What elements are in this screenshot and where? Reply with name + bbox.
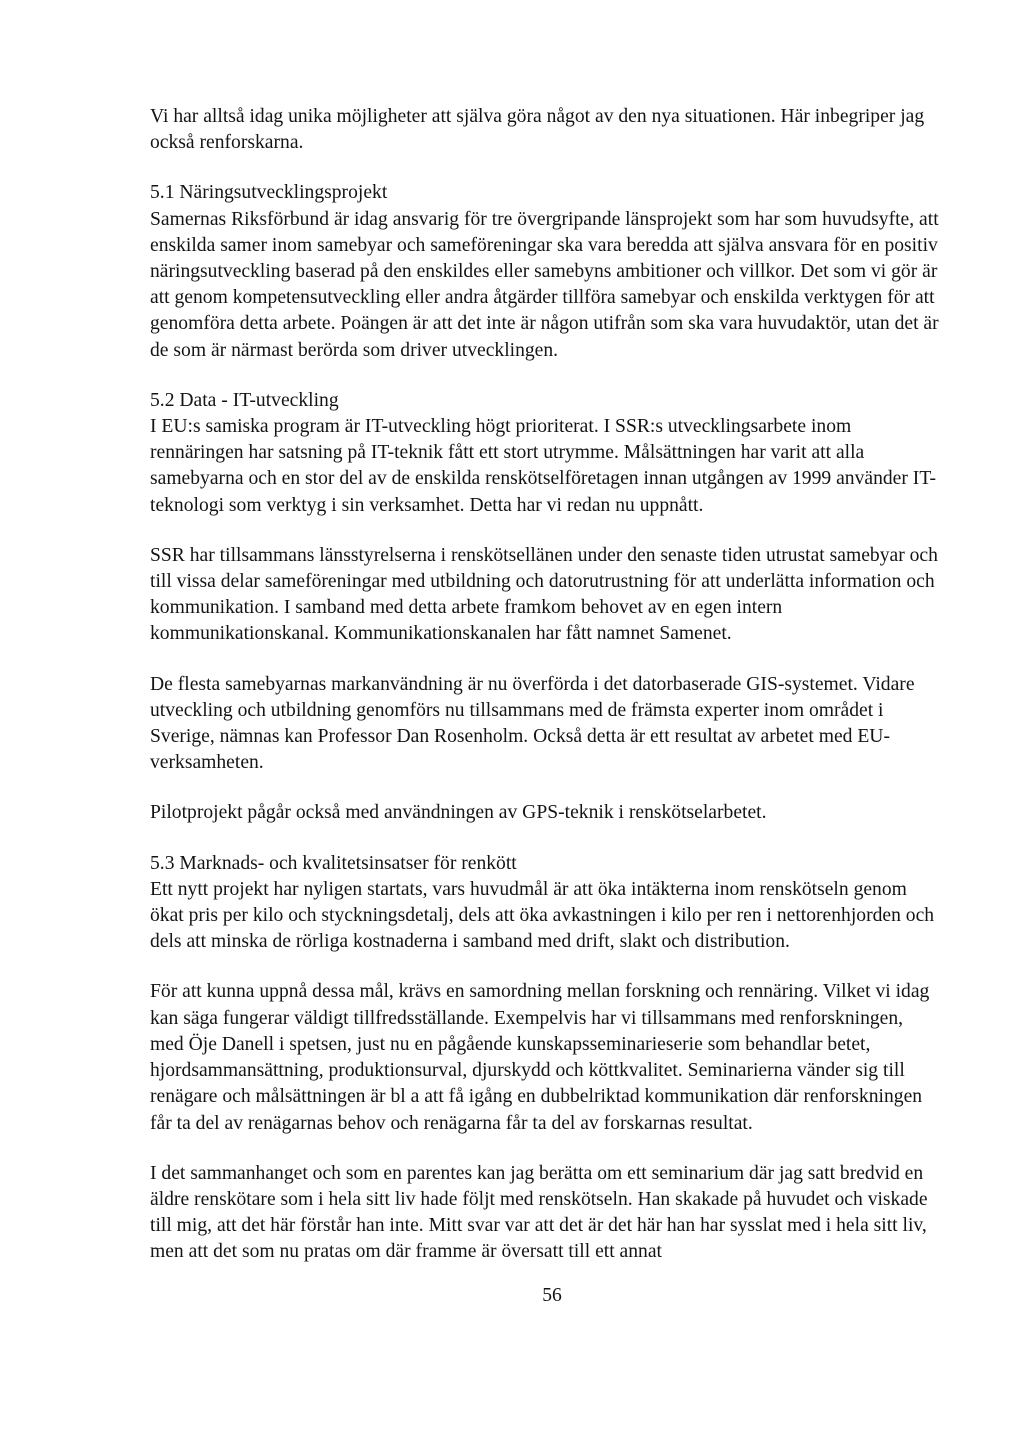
spacer (150, 827, 940, 851)
section-5-2 (150, 388, 940, 827)
section-heading: 5.3 Marknads- och kvalitetsinsatser för renkött (150, 852, 517, 874)
document-body (150, 104, 940, 1266)
section-paragraph: De flesta samebyarnas markanvändning är nu överförda i det datorbaserade GIS-systemet. Vidare utveckling och utbildning genomförs nu tillsammans med de främsta experter inom området i Sverige, nämnas kan Professor Dan Rosenholm. Också detta är ett resultat av arbetet med EU-verksamheten. (150, 673, 915, 774)
page-number: 56 (542, 1285, 562, 1306)
spacer (150, 648, 940, 672)
spacer (150, 776, 940, 800)
section-paragraph: Ett nytt projekt har nyligen startats, vars huvudmål är att öka intäkterna inom renskötseln genom ökat pris per kilo och styckningsdetalj, dels att öka avkastningen i kilo per ren i nettorenhjorden och dels att minska de rörliga kostnaderna i samband med drift, slakt och distribution. (150, 878, 935, 953)
spacer (150, 1137, 940, 1161)
section-5-3 (150, 851, 940, 1266)
section-paragraph: SSR har tillsammans länsstyrelserna i renskötsellänen under den senaste tiden utrustat samebyar och till vissa delar sameföreningar med utbildning och datorutrustning för att underlätta information och kommunikation. I samband med detta arbete framkom behovet av en egen intern kommunikationskanal. Kommunikationskanalen har fått namnet Samenet. (150, 544, 938, 645)
spacer (150, 364, 940, 388)
spacer (150, 156, 940, 180)
section-heading: 5.1 Näringsutvecklingsprojekt (150, 182, 388, 204)
section-paragraph: För att kunna uppnå dessa mål, krävs en samordning mellan forskning och rennäring. Vilket vi idag kan säga fungerar väldigt tillfredsställande. Exempelvis har vi tillsammans med renforskningen, med Öje Danell i spetsen, just nu en pågående kunskapsseminarieserie som behandlar betet, hjordsammansättning, produktionsurval, djurskydd och köttkvalitet. Seminarierna vänder sig till renägare och målsättningen är bl a att få igång en dubbelriktad kommunikation där renforskningen får ta del av renägarnas behov och renägarna får ta del av forskarnas resultat. (150, 981, 930, 1134)
section-heading: 5.2 Data - IT-utveckling (150, 389, 339, 411)
section-paragraph: I det sammanhanget och som en parentes kan jag berätta om ett seminarium där jag satt bredvid en äldre renskötare som i hela sitt liv hade följt med renskötseln. Han skakade på huvudet och viskade till mig, att det här förstår han inte. Mitt svar var att det är det här han har sysslat med i hela sitt liv, men att det som nu pratas om där framme är översatt till ett annat (150, 1162, 928, 1263)
spacer (150, 519, 940, 543)
section-5-1 (150, 180, 940, 363)
intro-paragraph: Vi har alltså idag unika möjligheter att själva göra något av den nya situationen. Här inbegriper jag också renforskarna. (150, 106, 925, 154)
section-paragraph: Samernas Riksförbund är idag ansvarig för tre övergripande länsprojekt som har som huvudsyfte, att enskilda samer inom samebyar och sameföreningar ska vara beredda att själva ansvara för en positiv näringsutveckling baserad på den enskildes eller samebyns ambitioner och villkor. Det som vi gör är att genom kompetensutveckling eller andra åtgärder tillföra samebyar och enskilda verktygen för att genomföra detta arbete. Poängen är att det inte är någon utifrån som ska vara huvudaktör, utan det är de som är närmast berörda som driver utvecklingen. (150, 208, 939, 361)
section-paragraph: Pilotprojekt pågår också med användningen av GPS-teknik i renskötselarbetet. (150, 802, 767, 824)
spacer (150, 955, 940, 979)
section-paragraph: I EU:s samiska program är IT-utveckling högt prioriterat. I SSR:s utvecklingsarbete inom rennäringen har satsning på IT-teknik fått ett stort utrymme. Målsättningen har varit att alla samebyarna och en stor del av de enskilda renskötselföretagen innan utgången av 1999 använder IT-teknologi som verktyg i sin verksamhet. Detta har vi redan nu uppnått. (150, 416, 937, 516)
